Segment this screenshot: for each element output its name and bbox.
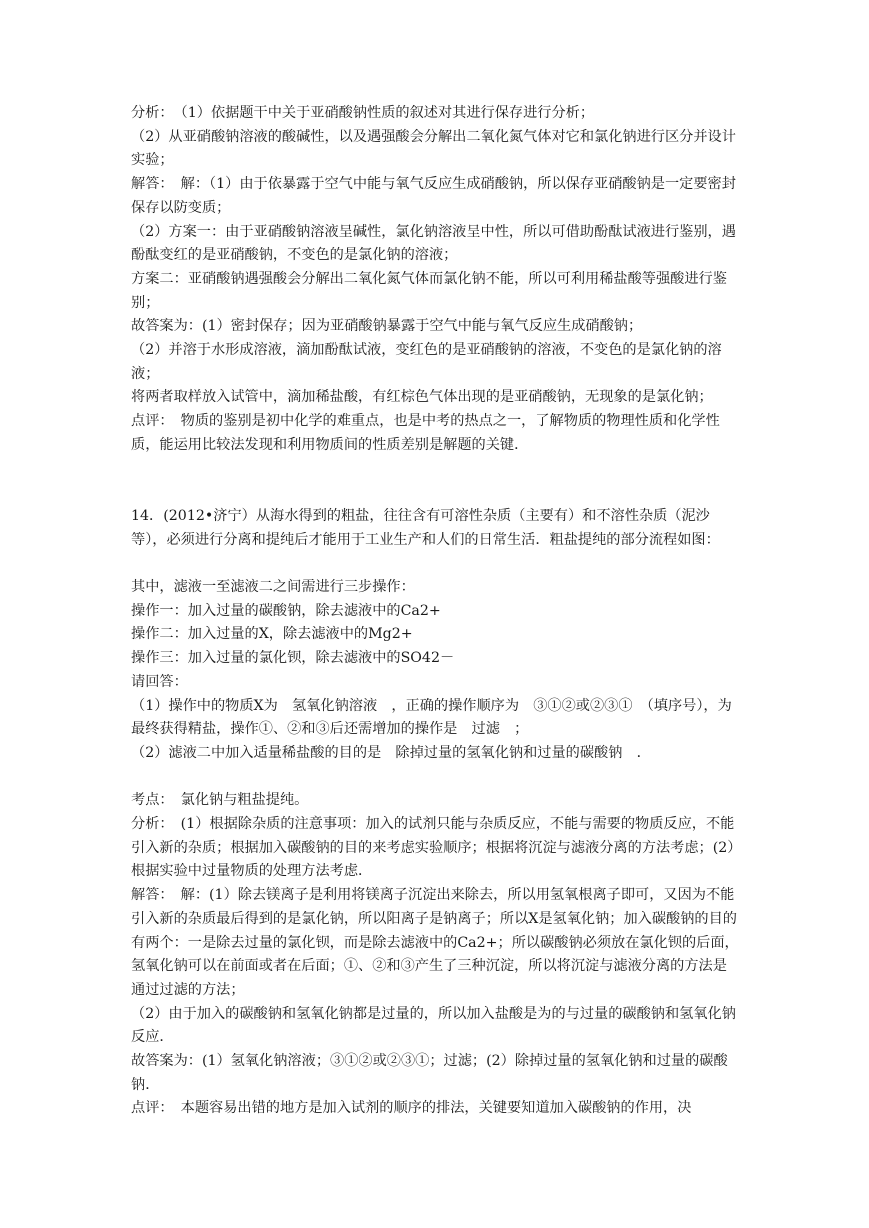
- operation-step: 操作一：加入过量的碳酸钠，除去滤液中的Ca2+: [131, 602, 441, 619]
- sub-question: （2）滤液二中加入适量稀盐酸的目的是 除掉过量的氢氧化钠和过量的碳酸钠 ．: [131, 744, 651, 761]
- answer-paragraph: 故答案为：(1）密封保存；因为亚硝酸钠暴露于空气中能与氧气反应生成硝酸钠；: [131, 318, 643, 335]
- question-prompt: 请回答：: [131, 673, 188, 690]
- operation-step: 操作三：加入过量的氯化钡，除去滤液中的SO42－: [131, 650, 455, 667]
- answer-paragraph: （2）并溶于水形成溶液，滴加酚酞试液，变红色的是亚硝酸钠的溶液，不变色的是氯化钠的溶液；: [131, 342, 722, 382]
- spacer: [131, 458, 741, 505]
- comment-paragraph: 点评： 物质的鉴别是初中化学的难重点，也是中考的热点之一，了解物质的物理性质和化学性质，能运用比较法发现和利用物质间的性质差别是解题的关键．: [131, 413, 720, 453]
- solution-paragraph: （2）方案一：由于亚硝酸钠溶液呈碱性，氯化钠溶液呈中性，所以可借助酚酞试液进行鉴别，遇酚酞变红的是亚硝酸钠，不变色的是氯化钠的溶液；: [131, 223, 736, 264]
- operation-step: 操作二：加入过量的X，除去滤液中的Mg2+: [131, 626, 413, 643]
- question-stem: 14．(2012•济宁）从海水得到的粗盐，往往含有可溶性杂质（主要有）和不溶性杂质（泥沙等），必须进行分离和提纯后才能用于工业生产和人们的日常生活．粗盐提纯的部分流程如图：: [131, 507, 720, 548]
- question-intro: 其中，滤液一至滤液二之间需进行三步操作：: [131, 579, 415, 596]
- answer-paragraph: 故答案为：(1）氢氧化钠溶液；③①②或②③①；过滤；(2）除掉过量的氢氧化钠和过量的碳酸钠．: [131, 1053, 728, 1093]
- solution-paragraph: 解答： 解：（1）由于依暴露于空气中能与氧气反应生成硝酸钠，所以保存亚硝酸钠是一定要密封保存以防变质；: [131, 176, 736, 216]
- document-body: [131, 102, 741, 1121]
- solution-paragraph: （2）由于加入的碳酸钠和氢氧化钠都是过量的，所以加入盐酸是为的与过量的碳酸钠和氢氧化钠反应．: [131, 1005, 736, 1046]
- analysis-line: （2）从亚硝酸钠溶液的酸碱性，以及遇强酸会分解出二氧化氮气体对它和氯化钠进行区分并设计实验；: [131, 128, 736, 169]
- topic-line: 考点： 氯化钠与粗盐提纯。: [131, 792, 309, 809]
- solution-paragraph: 方案二：亚硝酸钠遇强酸会分解出二氧化氮气体而氯化钠不能，所以可利用稀盐酸等强酸进行鉴别；: [131, 270, 727, 311]
- analysis-paragraph: 分析： (1）根据除杂质的注意事项：加入的试剂只能与杂质反应，不能与需要的物质反应，不能引入新的杂质；根据加入碳酸钠的目的来考虑实验顺序；根据将沉淀与滤液分离的方法考虑；(2）根据实验中过量物质的处理方法考虑．: [131, 816, 735, 880]
- spacer: [131, 766, 741, 790]
- answer-paragraph: 将两者取样放入试管中，滴加稀盐酸，有红棕色气体出现的是亚硝酸钠，无现象的是氯化钠；: [131, 389, 713, 406]
- solution-paragraph: 解答： 解：(1）除去镁离子是利用将镁离子沉淀出来除去，所以用氢氧根离子即可，又因为不能引入新的杂质最后得到的是氯化钠，所以阳离子是钠离子；所以X是氢氧化钠；加入碳酸钠的目的有两个：一是除去过量的氯化钡，而是除去滤液中的Ca2+；所以碳酸钠必须放在氯化钡的后面，氢氧化钠可以在前面或者在后面；①、②和③产生了三种沉淀，所以将沉淀与滤液分离的方法是通过过滤的方法；: [131, 887, 739, 998]
- analysis-line: 分析： （1）依据题干中关于亚硝酸钠性质的叙述对其进行保存进行分析；: [131, 105, 595, 121]
- sub-question: （1）操作中的物质X为 氢氧化钠溶液 ，正确的操作顺序为 ③①②或②③① （填序号），为最终获得精盐，操作①、②和③后还需增加的操作是 过滤 ；: [131, 697, 732, 738]
- comment-paragraph: 点评： 本题容易出错的地方是加入试剂的顺序的排法，关键要知道加入碳酸钠的作用，决: [131, 1100, 692, 1117]
- spacer: [131, 552, 741, 576]
